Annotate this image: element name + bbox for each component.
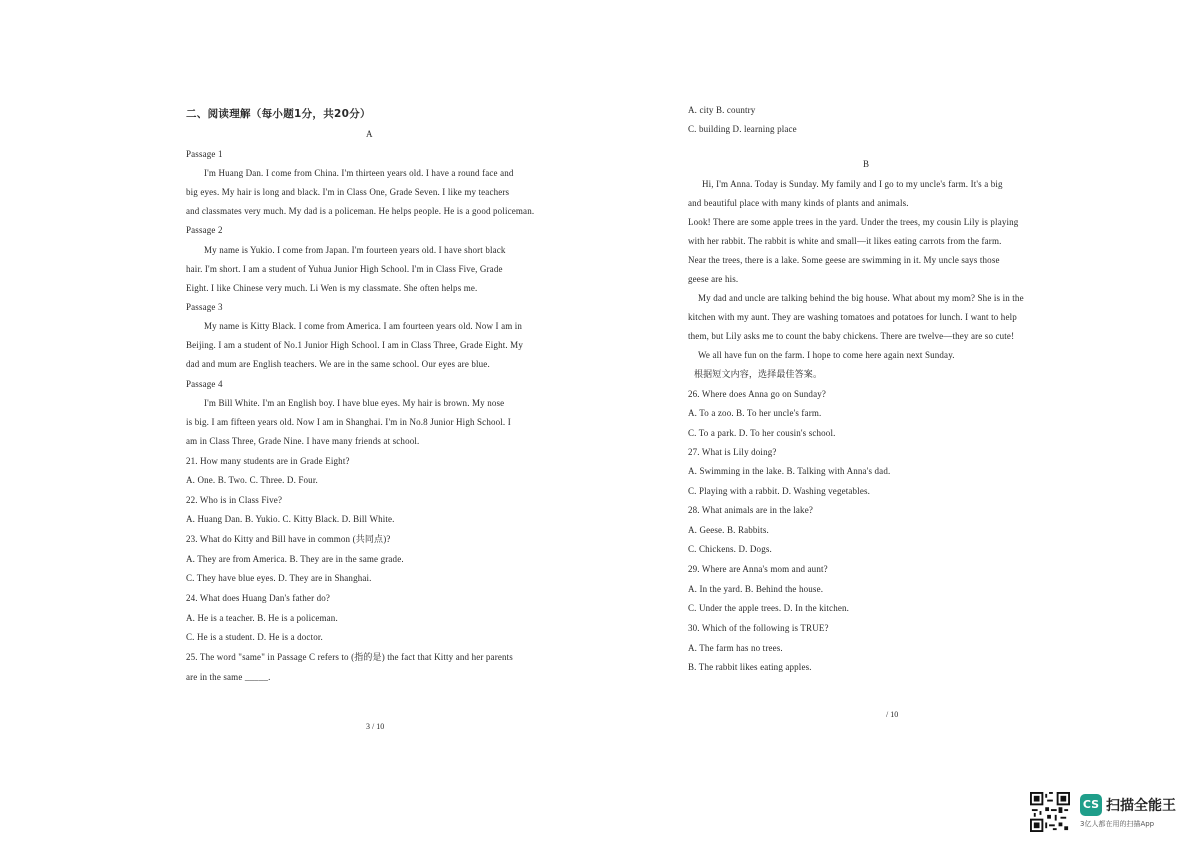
passage-3-line: Beijing. I am a student of No.1 Junior High School. I am in Class Three, Grade Eight. My — [186, 340, 523, 350]
question-line: C. They have blue eyes. D. They are in Shanghai. — [186, 573, 372, 583]
right-page — [688, 0, 1098, 847]
passage-b-line: Look! There are some apple trees in the yard. Under the trees, my cousin Lily is playing — [688, 217, 1019, 227]
instruction: 根据短文内容，选择最佳答案。 — [694, 369, 823, 379]
question-line: A. In the yard. B. Behind the house. — [688, 584, 824, 594]
question-line: C. Chickens. D. Dogs. — [688, 544, 772, 554]
passage-b-line: kitchen with my aunt. They are washing tomatoes and potatoes for lunch. I want to help — [688, 312, 1017, 322]
question-line: C. Playing with a rabbit. D. Washing vegetables. — [688, 486, 871, 496]
question-line: 21. How many students are in Grade Eight? — [186, 456, 350, 466]
question-line: 30. Which of the following is TRUE? — [688, 623, 829, 633]
question-line: A. He is a teacher. B. He is a policeman. — [186, 613, 338, 623]
passage-b-line: My dad and uncle are talking behind the big house. What about my mom? She is in the — [698, 293, 1024, 303]
brand-tagline: 3亿人都在用的扫描App — [1080, 820, 1155, 828]
part-b-heading: B — [863, 159, 870, 169]
page-number: / 10 — [886, 710, 899, 719]
passage-1-line: I'm Huang Dan. I come from China. I'm thirteen years old. I have a round face and — [204, 168, 514, 178]
passage-3-line: My name is Kitty Black. I come from America. I am fourteen years old. Now I am in — [204, 321, 523, 331]
question-line: C. He is a student. D. He is a doctor. — [186, 632, 323, 642]
cs-logo-icon: CS — [1080, 794, 1102, 816]
question-line: B. The rabbit likes eating apples. — [688, 662, 812, 672]
question-line: 22. Who is in Class Five? — [186, 495, 283, 505]
left-page — [186, 0, 596, 847]
question-line: are in the same _____. — [186, 672, 271, 682]
question-line: A. Huang Dan. B. Yukio. C. Kitty Black. D. Bill White. — [186, 514, 395, 524]
section-title: 二、阅读理解（每小题1分，共20分） — [186, 108, 371, 120]
passage-4-line: I'm Bill White. I'm an English boy. I have blue eyes. My hair is brown. My nose — [204, 398, 505, 408]
passage-2-label: Passage 2 — [186, 225, 223, 235]
passage-2-line: hair. I'm short. I am a student of Yuhua Junior High School. I'm in Class Five, Grade — [186, 264, 503, 274]
part-a-heading: A — [366, 129, 373, 139]
brand-name: 扫描全能王 — [1106, 798, 1176, 814]
passage-b-line: geese are his. — [688, 274, 739, 284]
passage-3-label: Passage 3 — [186, 302, 223, 312]
question-line: 28. What animals are in the lake? — [688, 505, 813, 515]
passage-1-line: and classmates very much. My dad is a policeman. He helps people. He is a good policeman. — [186, 206, 535, 216]
option-line: C. building D. learning place — [688, 124, 797, 134]
question-line: A. One. B. Two. C. Three. D. Four. — [186, 475, 318, 485]
passage-b-line: them, but Lily asks me to count the baby chickens. There are twelve—they are so cute! — [688, 331, 1015, 341]
passage-1-line: big eyes. My hair is long and black. I'm in Class One, Grade Seven. I like my teachers — [186, 187, 510, 197]
scanner-watermark — [1030, 792, 1190, 832]
passage-b-line: with her rabbit. The rabbit is white and small—it likes eating carrots from the farm. — [688, 236, 1002, 246]
question-line: 29. Where are Anna's mom and aunt? — [688, 564, 828, 574]
passage-2-line: Eight. I like Chinese very much. Li Wen is my classmate. She often helps me. — [186, 283, 478, 293]
question-line: 23. What do Kitty and Bill have in common (共同点)? — [186, 534, 391, 544]
question-line: A. Swimming in the lake. B. Talking with Anna's dad. — [688, 466, 891, 476]
passage-2-line: My name is Yukio. I come from Japan. I'm fourteen years old. I have short black — [204, 245, 506, 255]
question-line: 27. What is Lily doing? — [688, 447, 777, 457]
passage-4-line: is big. I am fifteen years old. Now I am in Shanghai. I'm in No.8 Junior High School. I — [186, 417, 511, 427]
question-line: 24. What does Huang Dan's father do? — [186, 593, 331, 603]
passage-b-line: We all have fun on the farm. I hope to come here again next Sunday. — [698, 350, 955, 360]
question-line: A. Geese. B. Rabbits. — [688, 525, 769, 535]
option-line: A. city B. country — [688, 105, 756, 115]
passage-1-label: Passage 1 — [186, 149, 223, 159]
question-line: A. To a zoo. B. To her uncle's farm. — [688, 408, 822, 418]
question-line: 25. The word "same" in Passage C refers to (指的是) the fact that Kitty and her parents — [186, 652, 513, 662]
passage-3-line: dad and mum are English teachers. We are in the same school. Our eyes are blue. — [186, 359, 490, 369]
page-number: 3 / 10 — [366, 722, 385, 731]
passage-4-line: am in Class Three, Grade Nine. I have many friends at school. — [186, 436, 420, 446]
question-line: A. They are from America. B. They are in the same grade. — [186, 554, 404, 564]
question-line: C. Under the apple trees. D. In the kitchen. — [688, 603, 850, 613]
passage-b-line: and beautiful place with many kinds of plants and animals. — [688, 198, 909, 208]
passage-b-line: Hi, I'm Anna. Today is Sunday. My family and I go to my uncle's farm. It's a big — [702, 179, 1003, 189]
question-line: C. To a park. D. To her cousin's school. — [688, 428, 836, 438]
passage-b-line: Near the trees, there is a lake. Some geese are swimming in it. My uncle says those — [688, 255, 1000, 265]
qr-code-icon — [1030, 792, 1070, 832]
question-line: A. The farm has no trees. — [688, 643, 783, 653]
question-line: 26. Where does Anna go on Sunday? — [688, 389, 827, 399]
passage-4-label: Passage 4 — [186, 379, 223, 389]
